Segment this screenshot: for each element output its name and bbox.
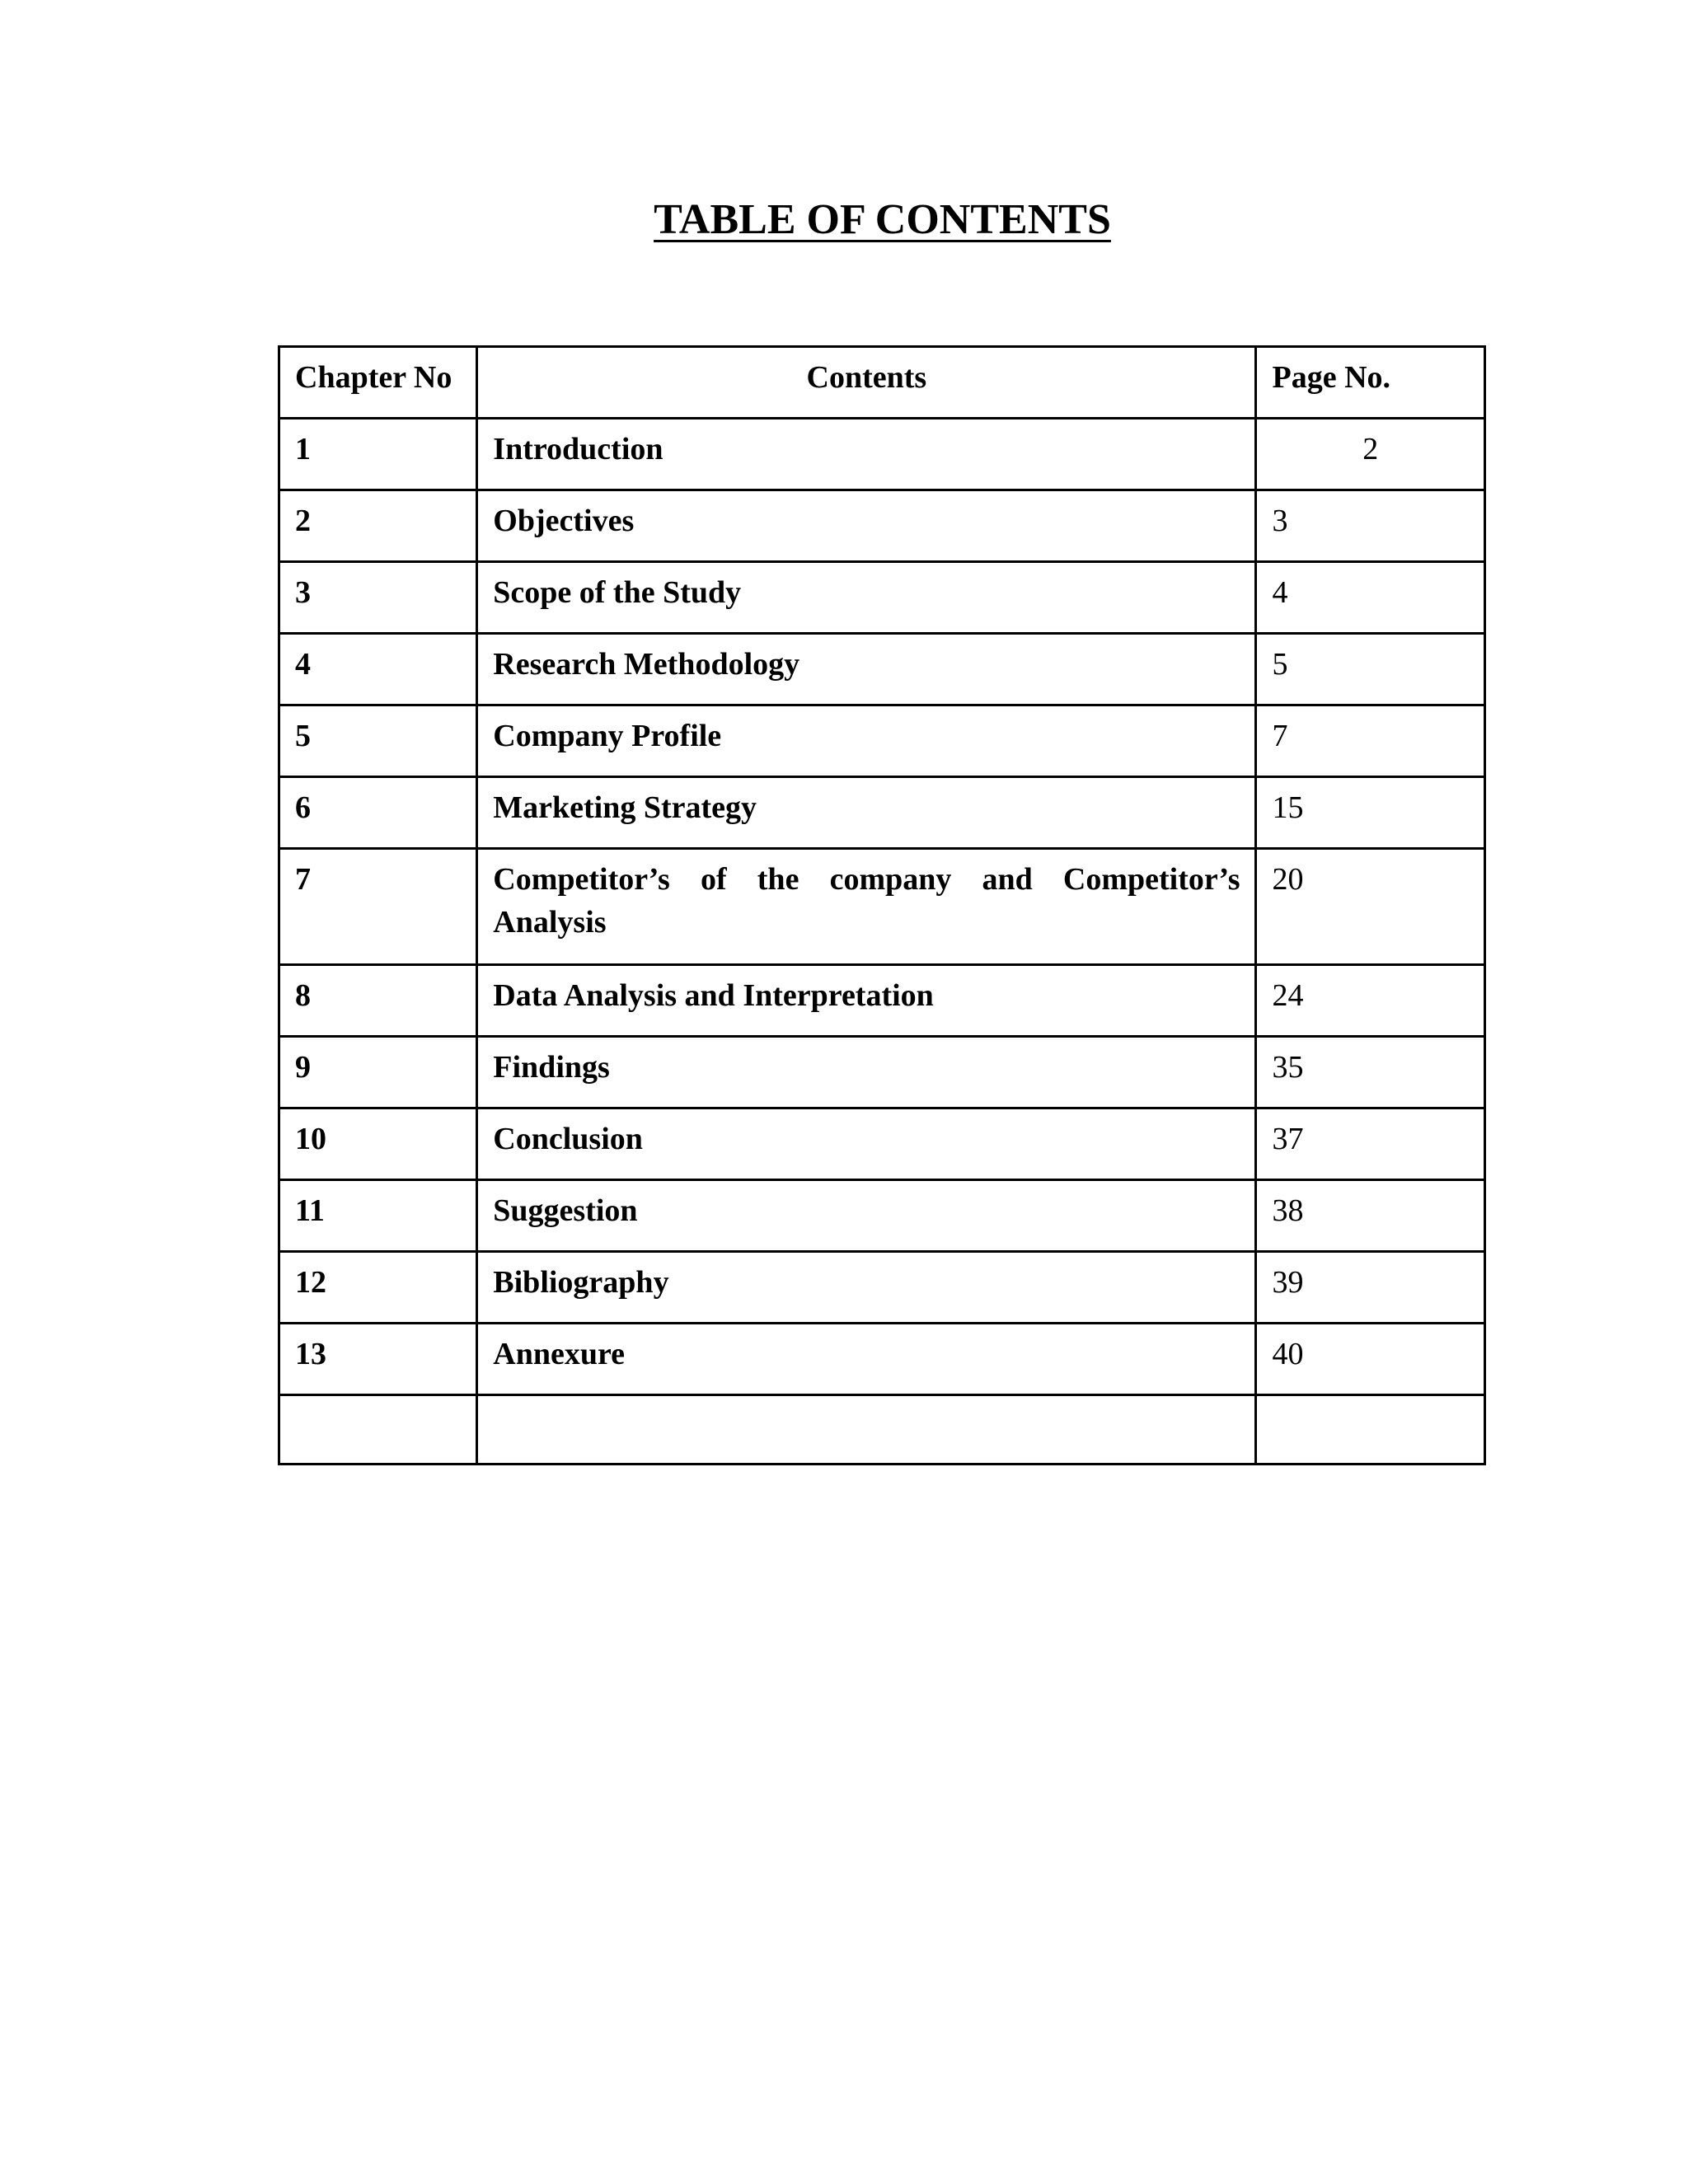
chapter-title: Marketing Strategy	[477, 777, 1256, 849]
chapter-number: 7	[279, 849, 477, 965]
chapter-title: Annexure	[477, 1324, 1256, 1395]
chapter-title: Company Profile	[477, 705, 1256, 777]
table-row	[279, 1108, 1485, 1180]
page-number: 24	[1256, 965, 1485, 1037]
chapter-title: Bibliography	[477, 1252, 1256, 1324]
chapter-number: 11	[279, 1180, 477, 1252]
chapter-number: 5	[279, 705, 477, 777]
table-row	[279, 634, 1485, 705]
empty-cell	[1256, 1395, 1485, 1465]
chapter-number: 8	[279, 965, 477, 1037]
chapter-title: Objectives	[477, 490, 1256, 562]
page-number: 39	[1256, 1252, 1485, 1324]
table-of-contents	[278, 345, 1486, 1465]
table-row	[279, 419, 1485, 490]
chapter-title: Suggestion	[477, 1180, 1256, 1252]
empty-table-row	[279, 1395, 1485, 1465]
table-row	[279, 1180, 1485, 1252]
chapter-number: 4	[279, 634, 477, 705]
chapter-number: 2	[279, 490, 477, 562]
chapter-number: 10	[279, 1108, 477, 1180]
chapter-number: 13	[279, 1324, 477, 1395]
header-page-no: Page No.	[1256, 347, 1485, 419]
page-number: 38	[1256, 1180, 1485, 1252]
page-number: 20	[1256, 849, 1485, 965]
chapter-title: Competitor’s of the company and Competitor’s Analysis	[477, 849, 1256, 965]
chapter-number: 3	[279, 562, 477, 634]
page-number: 15	[1256, 777, 1485, 849]
page-title: TABLE OF CONTENTS	[654, 196, 1111, 243]
empty-cell	[279, 1395, 477, 1465]
table-row	[279, 705, 1485, 777]
page-number: 7	[1256, 705, 1485, 777]
table-row	[279, 965, 1485, 1037]
page-number: 5	[1256, 634, 1485, 705]
header-chapter-no: Chapter No	[279, 347, 477, 419]
chapter-title: Findings	[477, 1037, 1256, 1108]
chapter-number: 9	[279, 1037, 477, 1108]
chapter-number: 1	[279, 419, 477, 490]
chapter-number: 12	[279, 1252, 477, 1324]
page-number: 37	[1256, 1108, 1485, 1180]
table-row	[279, 1252, 1485, 1324]
table-row	[279, 1037, 1485, 1108]
page-number: 35	[1256, 1037, 1485, 1108]
chapter-title: Scope of the Study	[477, 562, 1256, 634]
chapter-title: Data Analysis and Interpretation	[477, 965, 1256, 1037]
page-number: 40	[1256, 1324, 1485, 1395]
table-row	[279, 849, 1485, 965]
table-row	[279, 777, 1485, 849]
chapter-title: Conclusion	[477, 1108, 1256, 1180]
table-row	[279, 1324, 1485, 1395]
chapter-title: Introduction	[477, 419, 1256, 490]
header-contents: Contents	[477, 347, 1256, 419]
page-number: 2	[1256, 419, 1485, 490]
empty-cell	[477, 1395, 1256, 1465]
table-header-row	[279, 347, 1485, 419]
chapter-title: Research Methodology	[477, 634, 1256, 705]
table-row	[279, 490, 1485, 562]
chapter-number: 6	[279, 777, 477, 849]
page-number: 3	[1256, 490, 1485, 562]
page-number: 4	[1256, 562, 1485, 634]
table-row	[279, 562, 1485, 634]
